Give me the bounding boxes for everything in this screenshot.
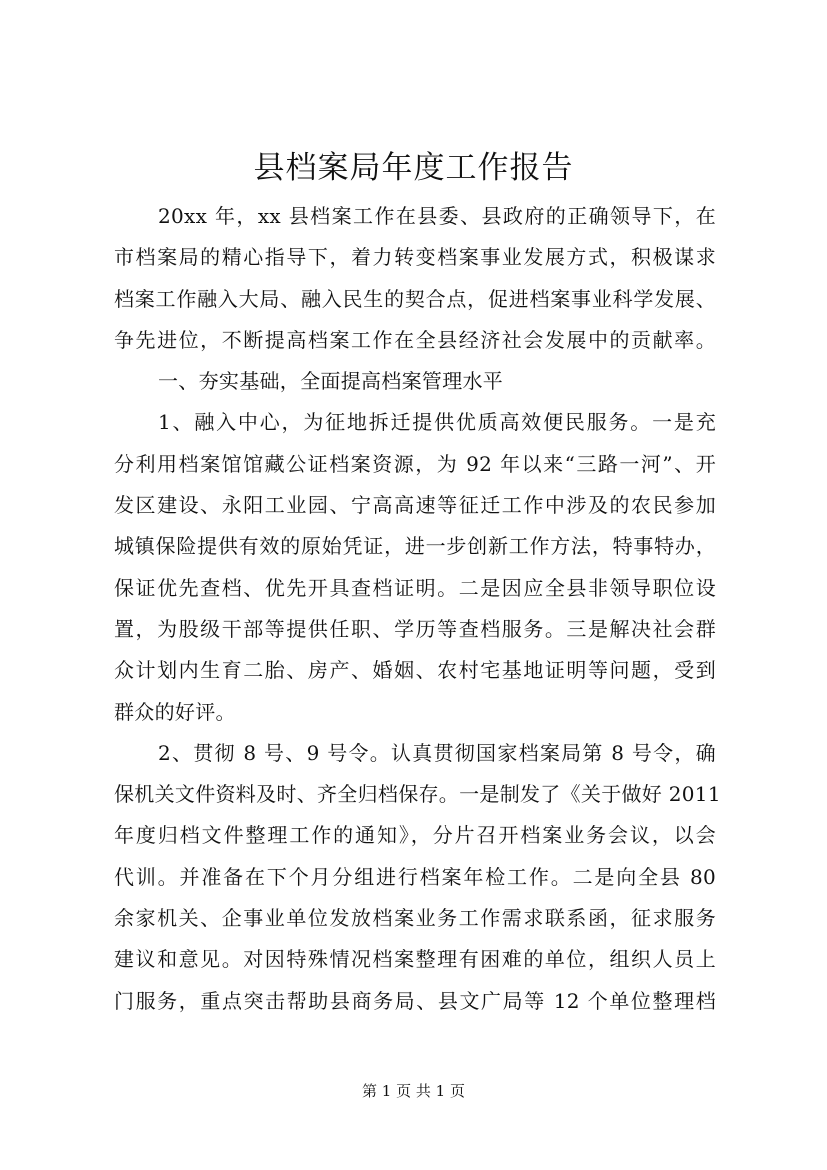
paragraph-line: 代训。并准备在下个月分组进行档案年检工作。二是向全县 80 <box>114 864 716 889</box>
paragraph-line: 争先进位，不断提高档案工作在全县经济社会发展中的贡献率。 <box>114 327 716 352</box>
paragraph-line: 城镇保险提供有效的原始凭证，进一步创新工作方法，特事特办， <box>114 534 716 559</box>
paragraph-line: 群众的好评。 <box>114 699 236 724</box>
paragraph-line: 年度归档文件整理工作的通知》，分片召开档案业务会议，以会 <box>114 823 716 848</box>
paragraph-line: 分利用档案馆馆藏公证档案资源，为 92 年以来“三路一河”、开 <box>114 451 716 476</box>
section-heading: 一、夯实基础，全面提高档案管理水平 <box>158 369 504 394</box>
paragraph-line: 保机关文件资料及时、齐全归档保存。一是制发了《关于做好 2011 <box>114 782 721 807</box>
document-body <box>114 196 721 1022</box>
page-title: 县档案局年度工作报告 <box>253 150 574 186</box>
paragraph-line: 档案工作融入大局、融入民生的契合点，促进档案事业科学发展、 <box>114 286 716 311</box>
page-footer: 第 1 页 共 1 页 <box>362 1082 465 1100</box>
paragraph-line: 门服务，重点突击帮助县商务局、县文广局等 12 个单位整理档 <box>114 988 716 1013</box>
paragraph-line: 余家机关、企事业单位发放档案业务工作需求联系函，征求服务 <box>114 906 716 931</box>
paragraph-line: 保证优先查档、优先开具查档证明。二是因应全县非领导职位设 <box>114 575 716 600</box>
paragraph-line: 发区建设、永阳工业园、宁高高速等征迁工作中涉及的农民参加 <box>114 493 716 518</box>
paragraph-line: 市档案局的精心指导下，着力转变档案事业发展方式，积极谋求 <box>114 245 716 270</box>
paragraph-line: 2、贯彻 8 号、9 号令。认真贯彻国家档案局第 8 号令，确 <box>158 740 716 765</box>
paragraph-line: 建议和意见。对因特殊情况档案整理有困难的单位，组织人员上 <box>114 947 716 972</box>
paragraph-line: 1、融入中心，为征地拆迁提供优质高效便民服务。一是充 <box>158 410 716 435</box>
paragraph-line: 众计划内生育二胎、房产、婚姻、农村宅基地证明等问题，受到 <box>114 658 716 683</box>
paragraph-line: 置，为股级干部等提供任职、学历等查档服务。三是解决社会群 <box>114 616 716 641</box>
paragraph-line: 20xx 年，xx 县档案工作在县委、县政府的正确领导下，在 <box>158 204 716 228</box>
